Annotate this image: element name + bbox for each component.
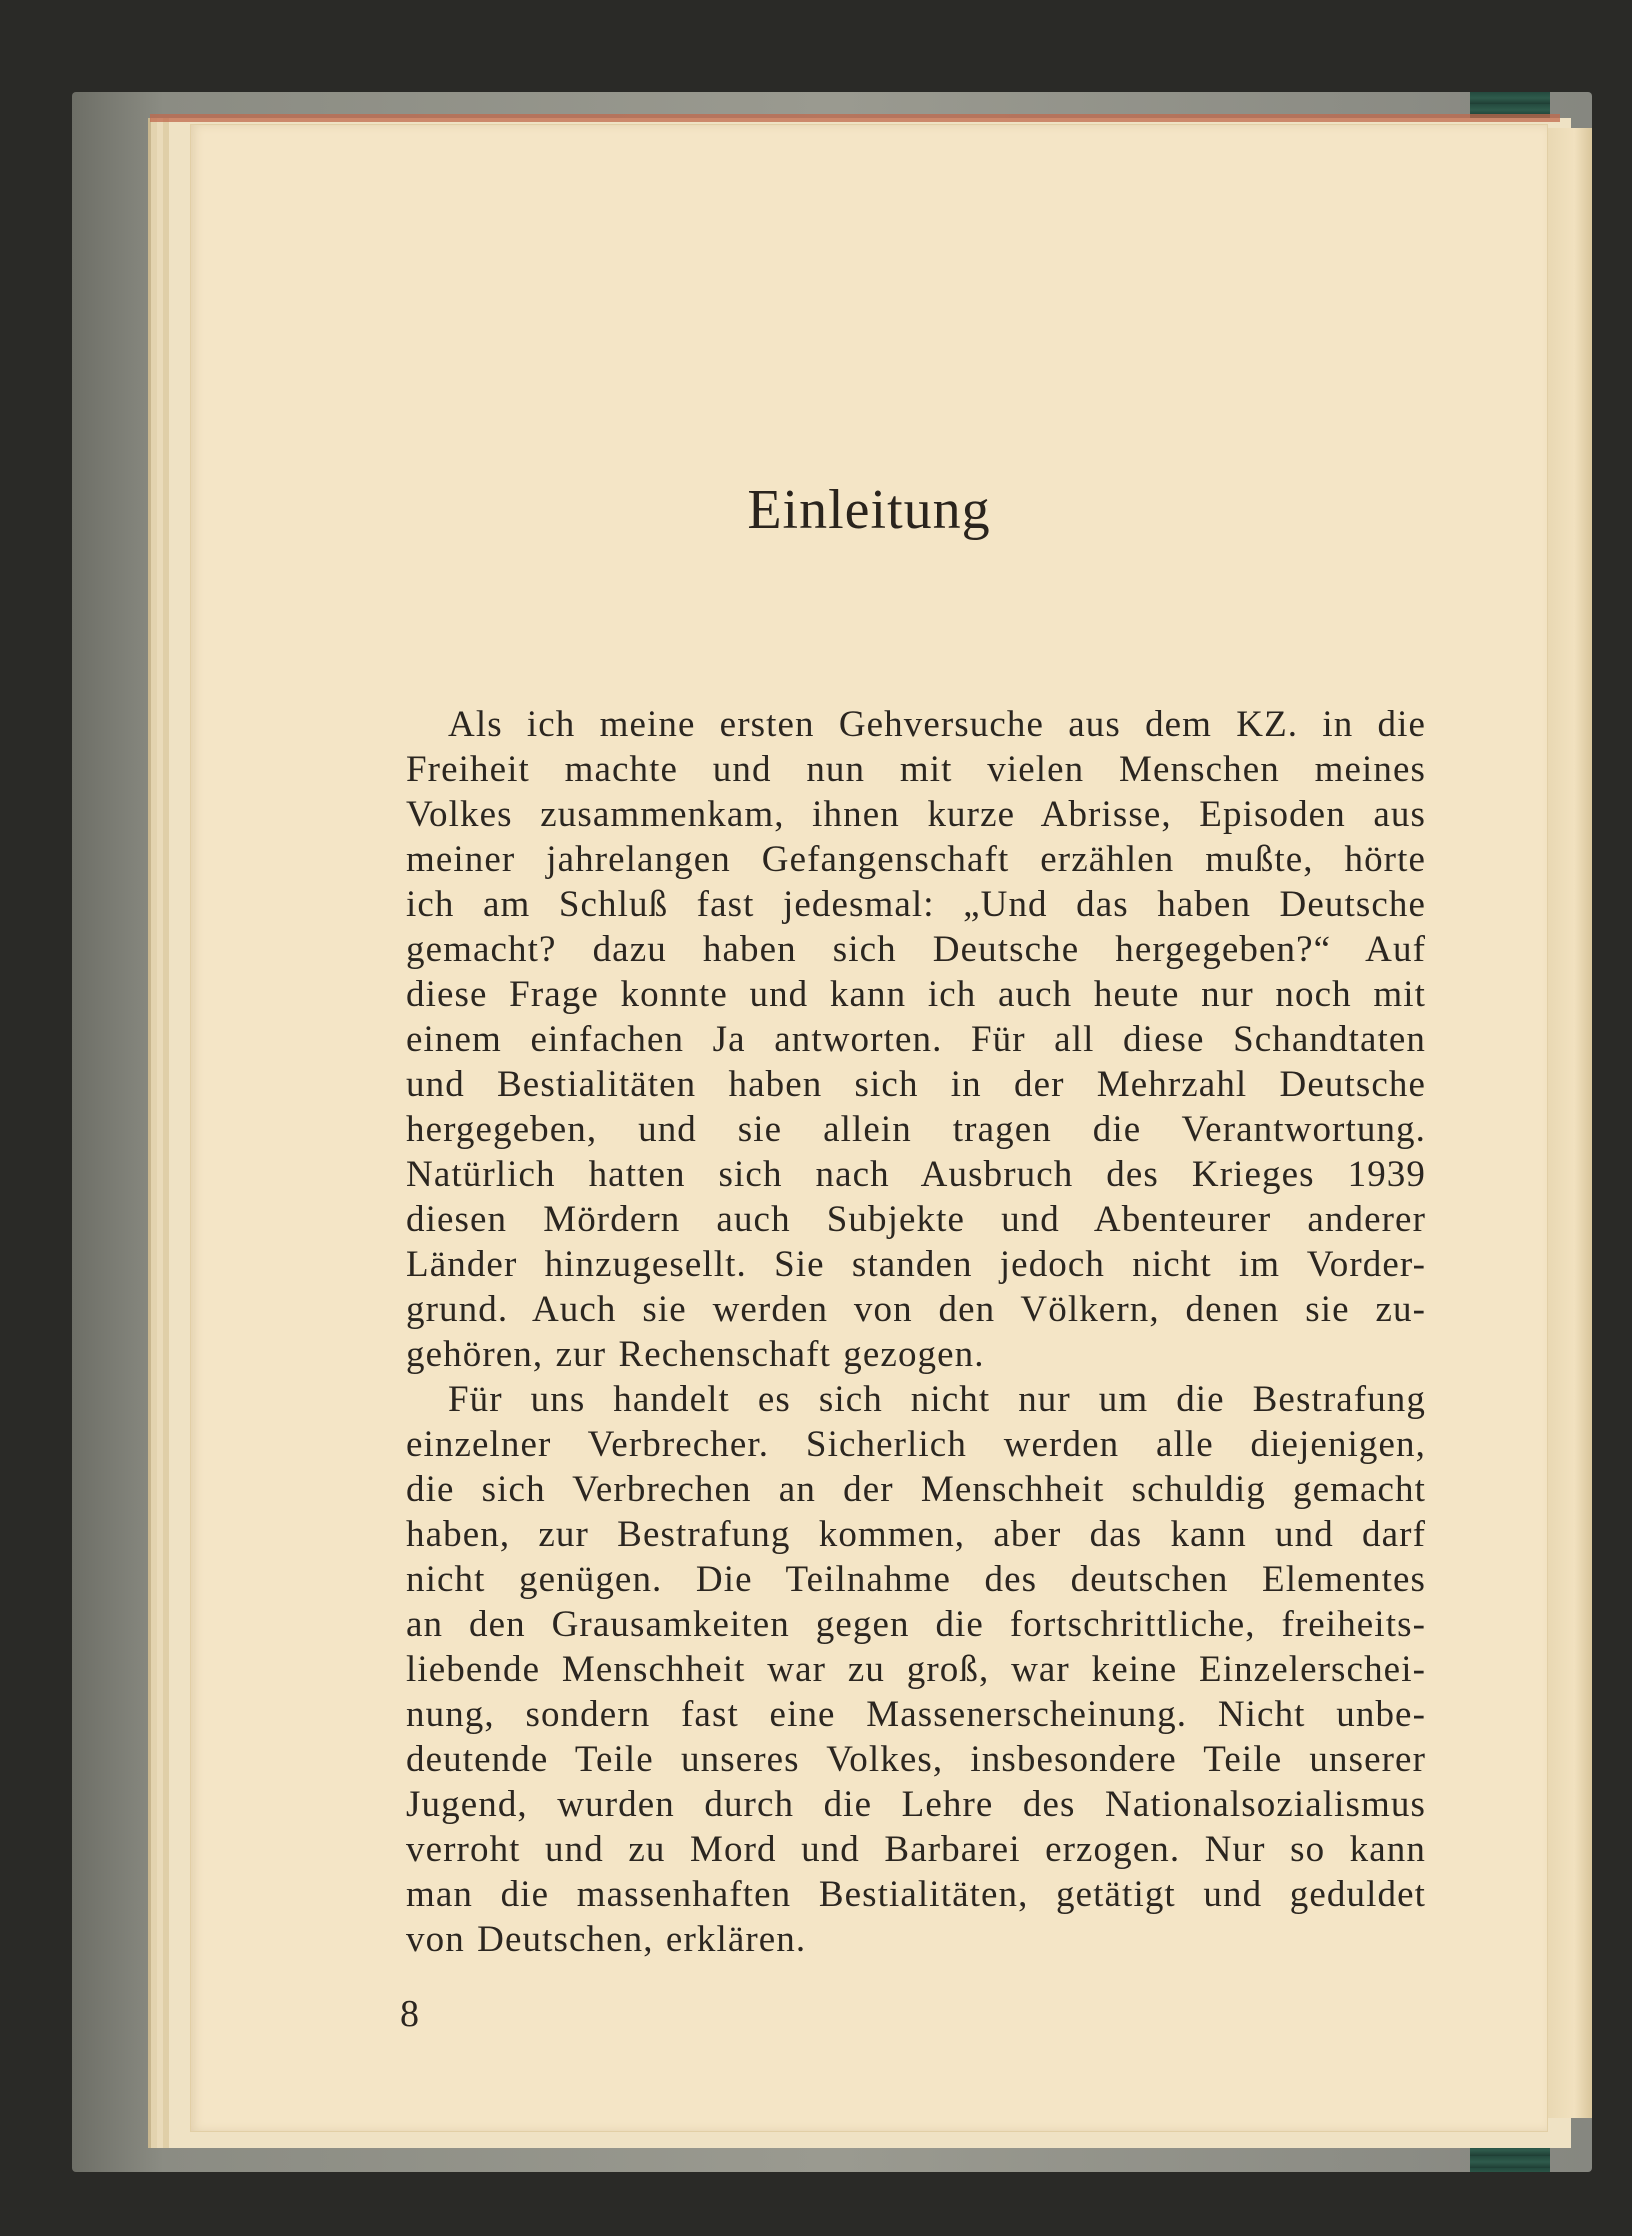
right-page-edge	[1548, 128, 1592, 2118]
text-line: Jugend, wurden durch die Lehre des Nationalsozialismus	[406, 1784, 1426, 1825]
text-line: und Bestialitäten haben sich in der Mehrzahl Deutsche	[406, 1064, 1426, 1105]
text-line: die sich Verbrechen an der Menschheit schuldig gemacht	[406, 1469, 1426, 1510]
text-line: haben, zur Bestrafung kommen, aber das kann und darf	[406, 1514, 1426, 1555]
text-line: nung, sondern fast eine Massenerscheinung. Nicht unbe-	[406, 1694, 1426, 1735]
text-line: diesen Mördern auch Subjekte und Abenteurer anderer	[406, 1199, 1426, 1240]
body-text	[406, 702, 1426, 1962]
chapter-heading: Einleitung	[747, 479, 991, 541]
red-page-edge	[150, 114, 1560, 122]
text-line: hergegeben, und sie allein tragen die Verantwortung.	[406, 1109, 1426, 1150]
text-line: an den Grausamkeiten gegen die fortschrittliche, freiheits-	[406, 1604, 1426, 1645]
page-number: 8	[400, 1993, 419, 2035]
text-line: Natürlich hatten sich nach Ausbruch des Krieges 1939	[406, 1154, 1426, 1195]
text-line: einzelner Verbrecher. Sicherlich werden alle diejenigen,	[406, 1424, 1426, 1465]
text-line: Länder hinzugesellt. Sie standen jedoch nicht im Vorder-	[406, 1244, 1426, 1285]
text-line: liebende Menschheit war zu groß, war keine Einzelerschei-	[406, 1649, 1426, 1690]
text-line: Für uns handelt es sich nicht nur um die Bestrafung	[448, 1379, 1426, 1420]
text-line: von Deutschen, erklären.	[406, 1919, 807, 1960]
text-line: gehören, zur Rechenschaft gezogen.	[406, 1334, 985, 1375]
text-line: man die massenhaften Bestialitäten, getätigt und geduldet	[406, 1874, 1426, 1915]
text-line: Volkes zusammenkam, ihnen kurze Abrisse, Episoden aus	[406, 794, 1426, 835]
text-line: verroht und zu Mord und Barbarei erzogen. Nur so kann	[406, 1829, 1426, 1870]
text-line: Als ich meine ersten Gehversuche aus dem KZ. in die	[448, 704, 1426, 745]
text-line: gemacht? dazu haben sich Deutsche hergegeben?“ Auf	[406, 929, 1426, 970]
text-line: ich am Schluß fast jedesmal: „Und das haben Deutsche	[406, 884, 1426, 925]
text-line: meiner jahrelangen Gefangenschaft erzählen mußte, hörte	[406, 839, 1426, 880]
text-line: nicht genügen. Die Teilnahme des deutschen Elementes	[406, 1559, 1426, 1600]
text-line: Freiheit machte und nun mit vielen Menschen meines	[406, 749, 1426, 790]
text-line: einem einfachen Ja antworten. Für all diese Schandtaten	[406, 1019, 1426, 1060]
text-line: diese Frage konnte und kann ich auch heute nur noch mit	[406, 974, 1426, 1015]
text-line: grund. Auch sie werden von den Völkern, denen sie zu-	[406, 1289, 1426, 1330]
text-line: deutende Teile unseres Volkes, insbesondere Teile unserer	[406, 1739, 1426, 1780]
